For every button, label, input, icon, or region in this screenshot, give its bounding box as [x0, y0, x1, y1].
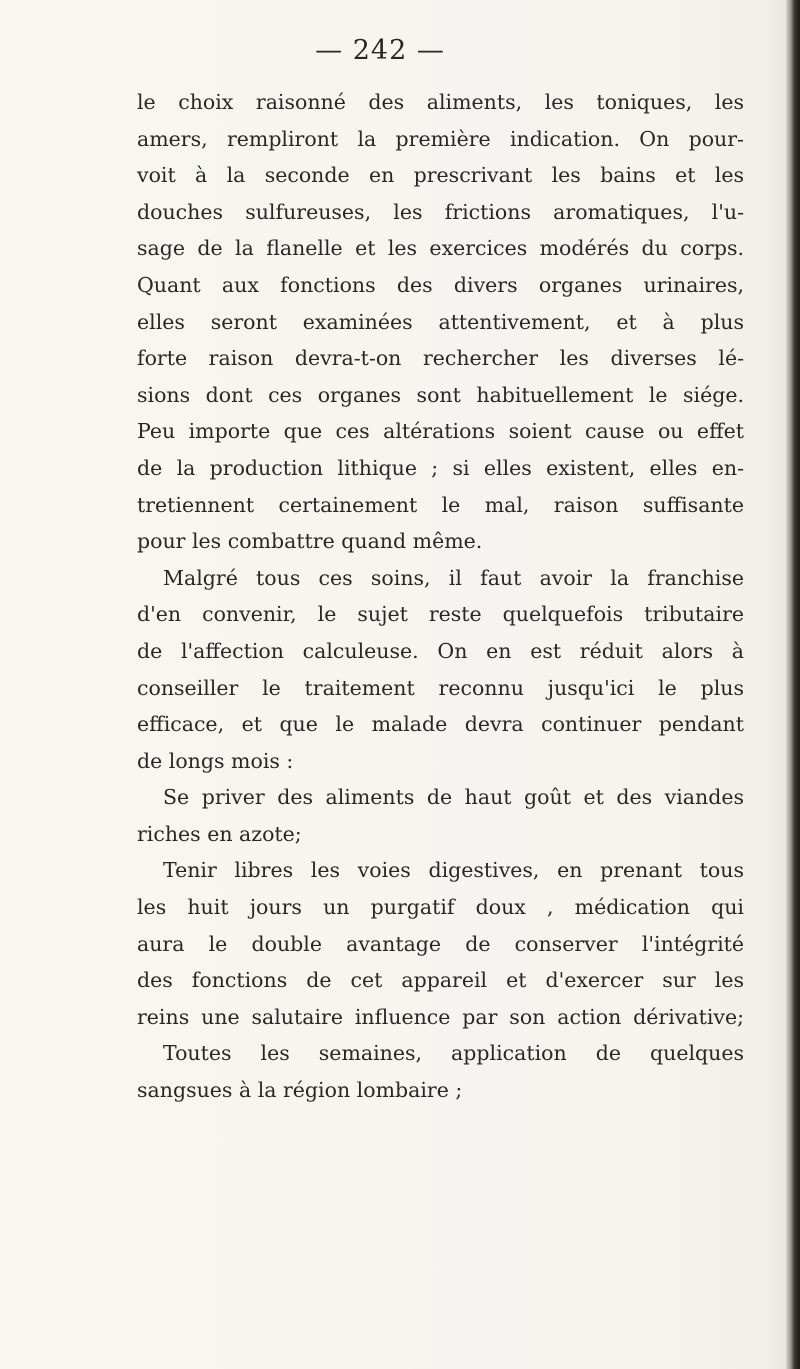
text-line: de longs mois : — [137, 748, 294, 773]
text-line: de l'affection calculeuse. On en est réduit alors à — [137, 638, 744, 663]
text-line: sage de la flanelle et les exercices modérés du corps. — [137, 236, 744, 261]
text-line: douches sulfureuses, les frictions aromatiques, l'u- — [137, 199, 744, 224]
text-line: tretiennent certainement le mal, raison suffisante — [137, 492, 744, 517]
text-line: d'en convenir, le sujet reste quelquefois tributaire — [137, 602, 744, 627]
text-line: le choix raisonné des aliments, les toniques, les — [137, 90, 744, 114]
page-number: — 242 — — [315, 35, 445, 66]
text-line: pour les combattre quand même. — [137, 529, 483, 554]
text-line: Se priver des aliments de haut goût et des viandes — [163, 785, 744, 810]
text-line: sangsues à la région lombaire ; — [137, 1078, 463, 1103]
text-line: Peu importe que ces altérations soient cause ou effet — [137, 419, 744, 444]
text-line: des fonctions de cet appareil et d'exercer sur les — [137, 968, 744, 993]
text-line: Tenir libres les voies digestives, en prenant tous — [163, 858, 744, 883]
text-line: forte raison devra-t-on rechercher les diverses lé- — [137, 346, 744, 371]
text-line: de la production lithique ; si elles existent, elles en- — [137, 455, 744, 480]
text-line: sions dont ces organes sont habituellement le siége. — [137, 382, 744, 407]
text-line: reins une salutaire influence par son action dérivative; — [137, 1004, 744, 1029]
text-line: amers, rempliront la première indication. On pour- — [137, 126, 744, 151]
text-line: aura le double avantage de conserver l'intégrité — [137, 931, 744, 956]
text-line: riches en azote; — [137, 821, 302, 846]
text-line: voit à la seconde en prescrivant les bains et les — [137, 163, 744, 188]
text-line: Toutes les semaines, application de quelques — [163, 1041, 744, 1066]
text-line: efficace, et que le malade devra continuer pendant — [137, 712, 744, 737]
body-text — [137, 84, 744, 1109]
text-line: conseiller le traitement reconnu jusqu'ici le plus — [137, 675, 744, 700]
page-edge-shadow — [786, 0, 800, 1369]
text-line: Quant aux fonctions des divers organes urinaires, — [137, 272, 744, 297]
text-line: Malgré tous ces soins, il faut avoir la franchise — [163, 565, 744, 590]
text-line: elles seront examinées attentivement, et à plus — [137, 309, 744, 334]
text-line: les huit jours un purgatif doux , médication qui — [137, 895, 744, 920]
